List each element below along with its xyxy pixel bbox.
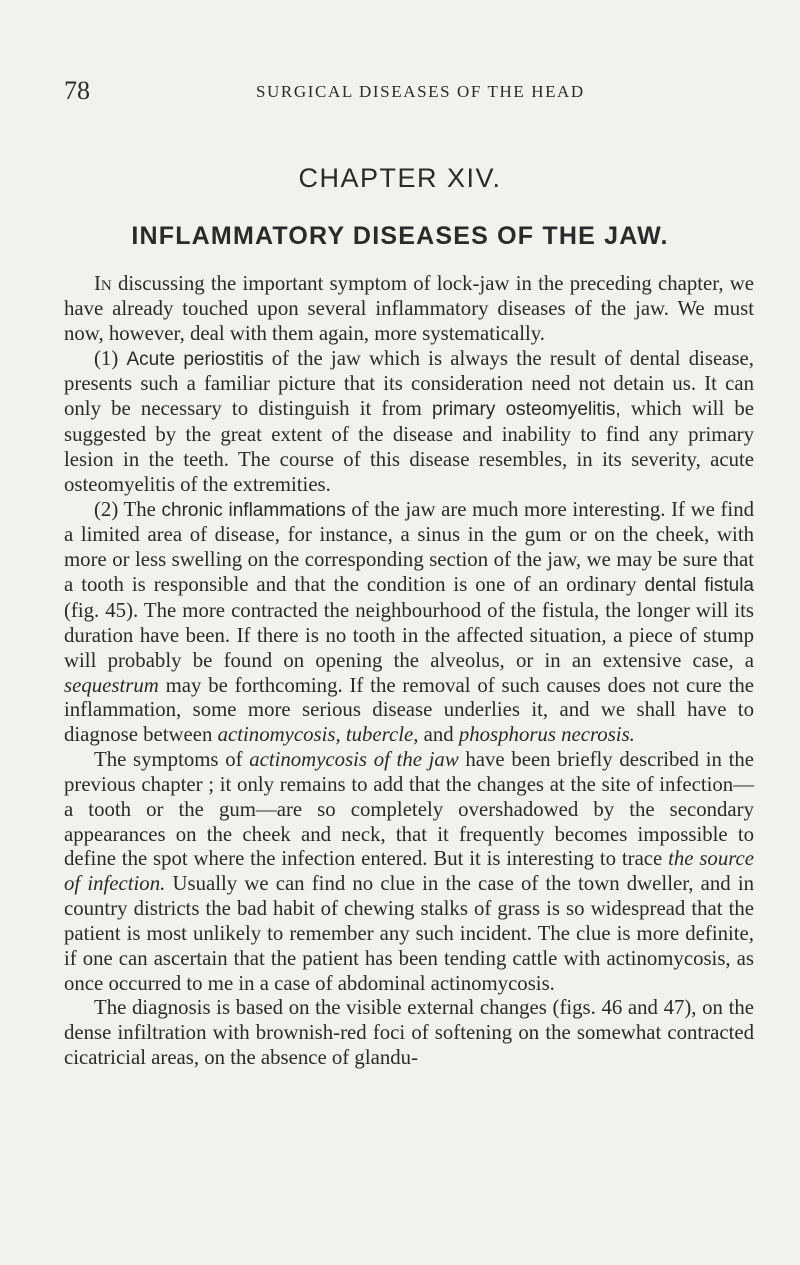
chapter-number: CHAPTER XIV. — [298, 163, 502, 193]
paragraph-text: of the jaw which is always the result of dental disease, presents such a familiar picture that its consideration need not detain us. It can only be necessary to distinguish it from — [64, 346, 754, 421]
paragraph-chronic-inflammations — [64, 498, 754, 748]
paragraph-text: have been briefly described in the previous chapter ; it only remains to add that the changes at the site of infection—a tooth or the gum—are so completely overshadowed by the secondary appearances on the cheek and neck, that it frequently becomes impossible to define the spot where the infection entered. But it is interesting to trace — [64, 748, 754, 871]
paragraph-diagnosis — [64, 996, 754, 1071]
chapter-title: INFLAMMATORY DISEASES OF THE JAW. — [131, 222, 669, 250]
term-actinomycosis-of-jaw: actinomycosis of the jaw — [249, 748, 459, 772]
paragraph-text: discussing the important symptom of lock-jaw in the preceding chapter, we have already touched upon several inflammatory diseases of the jaw. We must now, however, deal with them again, more systematically. — [64, 272, 754, 345]
body-text — [64, 272, 754, 1071]
term-chronic-inflammations: chronic inflammations — [161, 499, 346, 521]
paragraph-text: (fig. 45). The more contracted the neighbourhood of the fistula, the longer will its duration have been. If there is no tooth in the affected situation, a piece of stump will probably be found on opening the alveolus, or in an extensive case, a — [64, 598, 754, 672]
paragraph-text: which will be suggested by the great extent of the disease and inability to find any primary lesion in the teeth. The course of this disease resembles, in its severity, acute osteomyelitis of the extremities. — [64, 397, 755, 496]
page-number: 78 — [64, 76, 90, 105]
paragraph-text: The diagnosis is based on the visible external changes (figs. 46 and 47), on the dense infiltration with brownish-red foci of softening on the somewhat contracted cicatricial areas, on the absence of glandu- — [64, 996, 754, 1070]
term-source-of-infection: the source of infection. — [64, 847, 754, 896]
term-actinomycosis-tubercle: actinomycosis, tubercle, — [217, 723, 419, 747]
paragraph-lead-word: In — [94, 272, 112, 295]
paragraph-text: and — [418, 723, 459, 747]
paragraph-text: may be forthcoming. If the removal of such causes does not cure the inflammation, some more serious disease underlies it, and we shall have to diagnose between — [64, 673, 754, 747]
term-acute-periostitis: Acute periostitis — [126, 348, 264, 370]
paragraph-text: (1) — [94, 346, 127, 370]
running-title: SURGICAL DISEASES OF THE HEAD — [256, 82, 585, 101]
paragraph-text: Usually we can find no clue in the case of the town dweller, and in country districts the bad habit of chewing stalks of grass is so widespread that the patient is most unlikely to remember any such incident. The clue is more definite, if one can ascertain that the patient has been tending cattle with actinomycosis, as once occurred to me in a case of abdominal actinomycosis. — [64, 872, 755, 995]
running-header — [64, 76, 744, 106]
paragraph-acute-periostitis — [64, 347, 754, 498]
paragraph-text: (2) The — [94, 497, 162, 521]
paragraph-actinomycosis — [64, 748, 754, 996]
term-primary-osteomyelitis: primary osteomyelitis, — [432, 399, 621, 421]
term-sequestrum: sequestrum — [64, 673, 159, 697]
paragraph-text: The symptoms of — [94, 748, 250, 772]
paragraph-intro — [64, 272, 754, 347]
term-dental-fistula: dental fistula — [644, 575, 754, 597]
paragraph-text: of the jaw are much more interesting. If we find a limited area of disease, for instance, a sinus in the gum or on the cheek, with more or less swelling on the corresponding section of the jaw, we may be sure that a tooth is responsible and that the condition is one of an ordinary — [64, 497, 754, 597]
term-phosphorus-necrosis: phosphorus necrosis. — [458, 723, 635, 747]
